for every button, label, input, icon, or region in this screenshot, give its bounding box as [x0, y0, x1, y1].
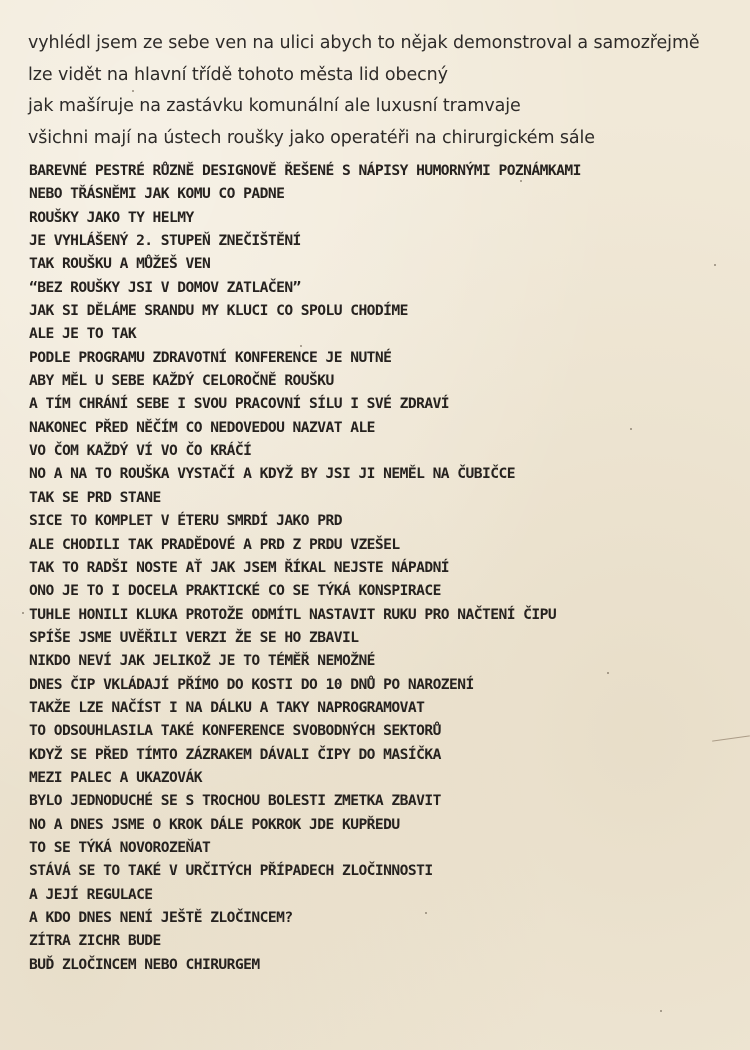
verse-line: SPÍŠE JSME UVĚŘILI VERZI ŽE SE HO ZBAVIL: [29, 628, 359, 646]
verse-line: TO SE TÝKÁ NOVOROZEŇAT: [29, 838, 211, 856]
intro-line: vyhlédl jsem ze sebe ven na ulici abych to nějak demonstroval a samozřejmě: [28, 33, 700, 53]
verse-line: DNES ČIP VKLÁDAJÍ PŘÍMO DO KOSTI DO 10 DNŮ PO NAROZENÍ: [29, 675, 474, 693]
verse-line: JAK SI DĚLÁME SRANDU MY KLUCI CO SPOLU CHODÍME: [29, 302, 408, 320]
paper-speck: [607, 672, 609, 674]
verse-line: VO ČOM KAŽDÝ VÍ VO ČO KRÁČÍ: [29, 442, 252, 460]
verse-line: ROUŠKY JAKO TY HELMY: [29, 208, 194, 226]
verse-line: NO A NA TO ROUŠKA VYSTAČÍ A KDYŽ BY JSI JI NEMĚL NA ČUBIČCE: [29, 465, 515, 483]
intro-line: všichni mají na ústech roušky jako operatéři na chirurgickém sále: [28, 127, 595, 148]
verse-line: TAK SE PRD STANE: [29, 488, 161, 506]
verse-line: ZÍTRA ZICHR BUDE: [29, 932, 161, 950]
paper-speck: [714, 264, 716, 266]
intro-line: jak mašíruje na zastávku komunální ale luxusní tramvaje: [28, 96, 521, 116]
verse-line: STÁVÁ SE TO TAKÉ V URČITÝCH PŘÍPADECH ZLOČINNOSTI: [29, 862, 433, 880]
verse-line: A JEJÍ REGULACE: [29, 885, 153, 903]
verse-line: A KDO DNES NENÍ JEŠTĚ ZLOČINCEM?: [29, 909, 293, 926]
verse-line: TO ODSOUHLASILA TAKÉ KONFERENCE SVOBODNÝCH SEKTORŮ: [29, 722, 441, 740]
paper-speck: [630, 428, 632, 430]
verse-line: SICE TO KOMPLET V ÉTERU SMRDÍ JAKO PRD: [29, 512, 342, 530]
verse-line: ONO JE TO I DOCELA PRAKTICKÉ CO SE TÝKÁ KONSPIRACE: [29, 582, 441, 600]
verse-line: BYLO JEDNODUCHÉ SE S TROCHOU BOLESTI ZMETKA ZBAVIT: [29, 792, 441, 810]
verse-line: TAK TO RADŠI NOSTE AŤ JAK JSEM ŘÍKAL NEJSTE NÁPADNÍ: [29, 558, 450, 576]
paper-speck: [22, 612, 24, 614]
paper-speck: [425, 912, 427, 914]
paper-speck: [132, 90, 134, 92]
verse-line: NAKONEC PŘED NĚČÍM CO NEDOVEDOU NAZVAT ALE: [29, 418, 375, 436]
verse-line: BAREVNÉ PESTRÉ RŮZNĚ DESIGNOVĚ ŘEŠENÉ S NÁPISY HUMORNÝMI POZNÁMKAMI: [29, 162, 581, 179]
intro-line: lze vidět na hlavní třídě tohoto města lid obecný: [28, 64, 448, 85]
verse-line: ALE JE TO TAK: [29, 325, 137, 343]
verse-line: PODLE PROGRAMU ZDRAVOTNÍ KONFERENCE JE NUTNÉ: [29, 348, 392, 366]
verse-line: ALE CHODILI TAK PRADĚDOVÉ A PRD Z PRDU VZEŠEL: [29, 535, 400, 553]
verse-line: KDYŽ SE PŘED TÍMTO ZÁZRAKEM DÁVALI ČIPY DO MASÍČKA: [29, 745, 441, 763]
verse-stanza: [29, 159, 744, 976]
verse-line: A TÍM CHRÁNÍ SEBE I SVOU PRACOVNÍ SÍLU I SVÉ ZDRAVÍ: [29, 395, 450, 413]
verse-line: BUĎ ZLOČINCEM NEBO CHIRURGEM: [29, 955, 260, 973]
intro-stanza: [28, 28, 743, 154]
verse-line: ABY MĚL U SEBE KAŽDÝ CELOROČNĚ ROUŠKU: [29, 372, 334, 390]
verse-line: TAK ROUŠKU A MŮŽEŠ VEN: [29, 255, 211, 273]
verse-line: NIKDO NEVÍ JAK JELIKOŽ JE TO TÉMĚŘ NEMOŽNÉ: [29, 652, 375, 670]
paper-speck: [520, 180, 522, 182]
paper-speck: [660, 1010, 662, 1012]
verse-line: NO A DNES JSME O KROK DÁLE POKROK JDE KUPŘEDU: [29, 815, 400, 833]
paper-speck: [300, 345, 302, 347]
verse-line: TUHLE HONILI KLUKA PROTOŽE ODMÍTL NASTAVIT RUKU PRO NAČTENÍ ČIPU: [29, 605, 557, 623]
verse-line: “BEZ ROUŠKY JSI V DOMOV ZATLAČEN”: [29, 278, 301, 296]
verse-line: TAKŽE LZE NAČÍST I NA DÁLKU A TAKY NAPROGRAMOVAT: [29, 698, 425, 716]
verse-line: JE VYHLÁŠENÝ 2. STUPEŇ ZNEČIŠTĚNÍ: [29, 232, 301, 250]
verse-line: NEBO TŘÁSNĚMI JAK KOMU CO PADNE: [29, 185, 285, 203]
verse-line: MEZI PALEC A UKAZOVÁK: [29, 768, 202, 786]
